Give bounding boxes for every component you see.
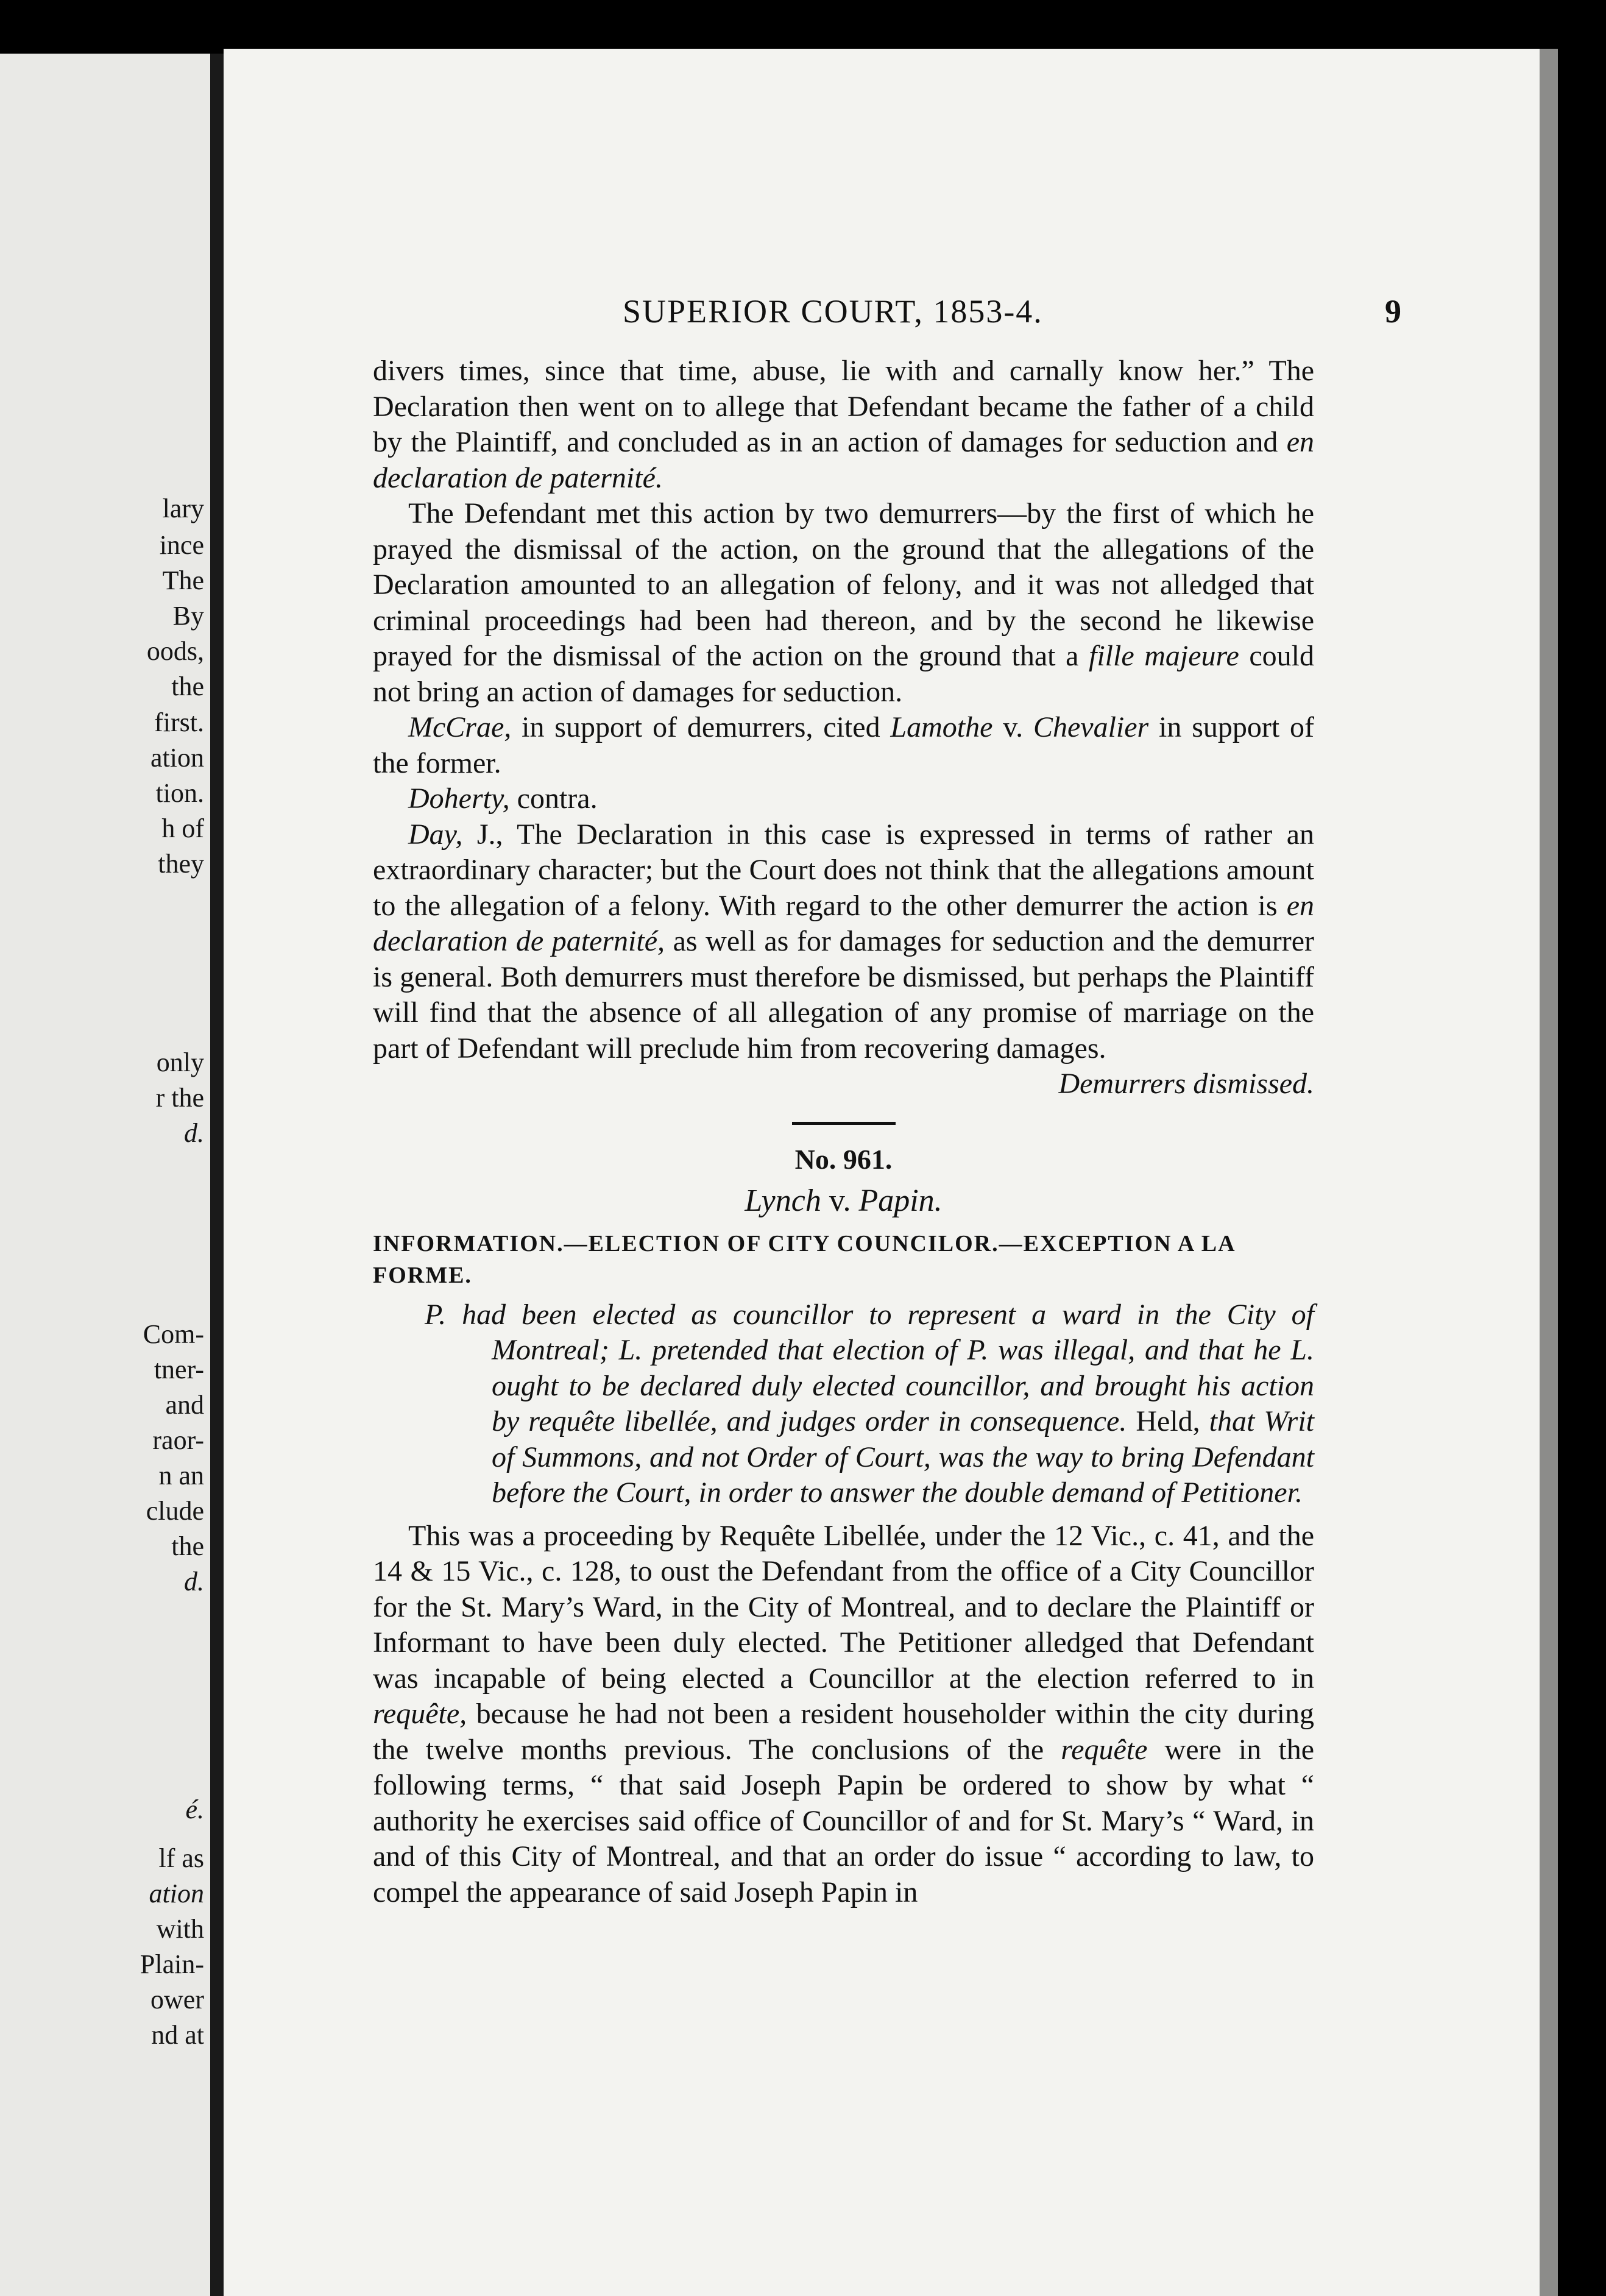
left-fragment: the bbox=[171, 671, 204, 701]
left-fragment: d. bbox=[184, 1567, 204, 1596]
paragraph-judgment-day: Day, J., The Declaration in this case is expressed in terms of rather an extraordinary character; but the Court does not think that the allegations amount to the allegation of a felony. With regard to the other demurrer the action is en declaration de paternité, as well as for damages for seduction and the demurrer is general. Both demurrers must therefore be dismissed, but perhaps the Plaintiff will find that the absence of all allegation of any promise of marriage on the part of Defendant will preclude him from recovering damages. bbox=[373, 818, 1315, 1065]
left-fragment: lary bbox=[162, 494, 204, 523]
left-fragment: clude bbox=[146, 1496, 204, 1526]
left-fragment: d. bbox=[184, 1118, 204, 1148]
left-fragment: ation bbox=[150, 743, 204, 773]
paragraph-continuation: divers times, since that time, abuse, lie with and carnally know her.” The Declaration then went on to allege that Defendant became the father of a child by the Plaintiff, and concluded as in an action of damages for seduction and en declaration de paternité. bbox=[373, 355, 1314, 494]
paragraph-demurrers: The Defendant met this action by two demurrers—by the first of which he prayed the dismissal of the action, on the ground that the allegations of the Declaration amounted to an allegation of felony, and it was not alledged that criminal proceedings had been had thereon, and by the second he likewise prayed for the dismissal of the action on the ground that a fille majeure could not bring an action of damages for seduction. bbox=[373, 497, 1315, 708]
left-fragment: they bbox=[158, 849, 204, 879]
left-fragment: Com- bbox=[143, 1319, 204, 1349]
running-head-title: SUPERIOR COURT, 1853-4. bbox=[623, 293, 1043, 330]
left-fragment: and bbox=[165, 1390, 204, 1420]
left-fragment: é. bbox=[185, 1795, 204, 1824]
left-fragment: r the bbox=[155, 1083, 204, 1113]
left-fragment: ower bbox=[150, 1985, 204, 2014]
left-fragment: n an bbox=[158, 1461, 204, 1490]
left-fragment: the bbox=[171, 1531, 204, 1561]
case-syllabus: P. had been elected as councillor to represent a ward in the City of Montreal; L. pretended that election of P. was illegal, and that he L. ought to be declared duly elected councillor, and brought his action by requête libellée, and judges order in consequence. Held, that Writ of Summons, and not Order of Court, was the way to bring Defendant before the Court, in order to answer the double demand of Petitioner. bbox=[425, 1298, 1315, 1509]
paragraph-mccrae: McCrae, in support of demurrers, cited Lamothe v. Chevalier in support of the former. bbox=[373, 711, 1314, 779]
left-fragment: lf as bbox=[158, 1843, 204, 1873]
page-number: 9 bbox=[1385, 293, 1403, 330]
paragraph-proceeding: This was a proceeding by Requête Libellée, under the 12 Vic., c. 41, and the 14 & 15 Vic., c. 128, to oust the Defendant from the office of a City Councillor for the St. Mary’s Ward, in the City of Montreal, and to declare the Plaintiff or Informant to have been duly elected. The Petitioner alledged that Defendant was incapable of being elected a Councillor at the election referred to in requête, because he had not been a resident householder within the city during the twelve months previous. The conclusions of the requête were in the following terms, “ that said Joseph Papin be ordered to show by what “ authority he exercises said office of Councillor of and for St. Mary’s “ Ward, in and of this City of Montreal, and that an order do issue “ according to law, to compel the appearance of said Joseph Papin in bbox=[373, 1519, 1315, 1908]
paragraph-doherty: Doherty, contra. bbox=[408, 782, 598, 815]
left-fragment: ation bbox=[149, 1879, 204, 1908]
book-page bbox=[224, 49, 1558, 2296]
left-fragment: h of bbox=[161, 813, 204, 843]
left-fragment: ince bbox=[159, 530, 204, 560]
left-fragment: tner- bbox=[154, 1355, 204, 1384]
left-fragment: with bbox=[156, 1914, 204, 1944]
headnote-keywords: INFORMATION.—ELECTION OF CITY COUNCILOR.—EXCEPTION A LA FORME. bbox=[373, 1230, 1235, 1288]
left-fragment: By bbox=[172, 601, 204, 631]
case-caption: Lynch v. Papin. bbox=[745, 1183, 943, 1218]
left-fragment: Plain- bbox=[140, 1949, 204, 1979]
left-fragment: The bbox=[162, 565, 204, 595]
page-text bbox=[373, 353, 1314, 1910]
left-fragment: raor- bbox=[152, 1425, 204, 1455]
left-fragment: first. bbox=[154, 707, 204, 737]
facing-page-fragment bbox=[0, 54, 211, 2296]
left-fragment: nd at bbox=[151, 2020, 204, 2050]
judgment-result: Demurrers dismissed. bbox=[1058, 1068, 1314, 1100]
section-divider-rule bbox=[792, 1122, 896, 1125]
left-fragment: tion. bbox=[155, 778, 204, 808]
case-number: No. 961. bbox=[794, 1143, 893, 1175]
left-fragment: only bbox=[156, 1047, 204, 1077]
left-fragment: oods, bbox=[146, 636, 204, 666]
page-gutter bbox=[210, 54, 224, 2296]
